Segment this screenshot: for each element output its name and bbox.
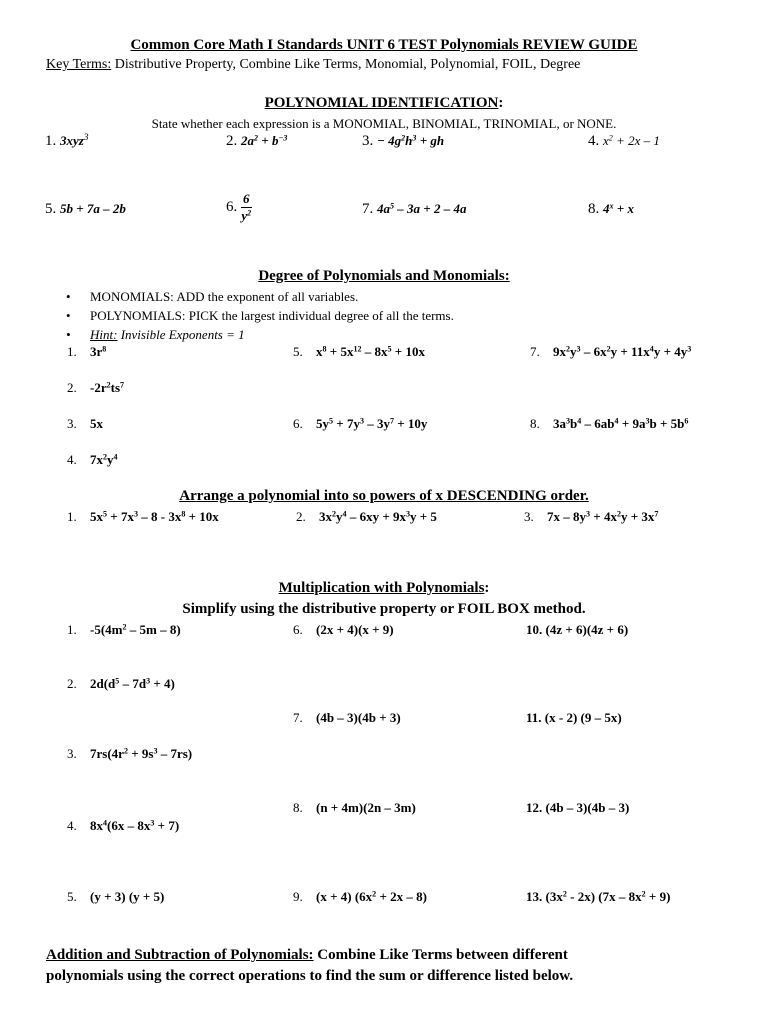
degree-item-2 <box>67 380 124 396</box>
multiplication-heading <box>0 580 768 597</box>
term: + gh <box>416 133 445 148</box>
mult-item-9 <box>293 889 427 905</box>
item-expression: $3r^8$ <box>90 344 107 359</box>
degree-heading: Degree of Polynomials and Monomials: <box>258 268 510 284</box>
item-number: 1. <box>67 509 77 524</box>
mult-item-12: 12. (4b – 3)(4b – 3) <box>526 800 630 815</box>
ident-item-7 <box>362 201 466 218</box>
term: + b <box>258 133 279 148</box>
term: 4a <box>377 201 390 216</box>
mult-item-10: 10. (4z + 6)(4z + 6) <box>526 622 629 637</box>
item-number: 4. <box>588 133 600 149</box>
item-number: 4. <box>67 818 77 833</box>
identification-heading-colon: : <box>498 95 504 111</box>
item-expression: $-2r^2ts^7$ <box>90 380 125 395</box>
mult-item-1 <box>67 622 181 638</box>
item-number: 5. <box>293 344 303 359</box>
arrange-item-3 <box>524 509 658 525</box>
item-number: 7. <box>293 710 303 725</box>
addition-line-2: polynomials using the correct operations to find the sum or difference listed below. <box>46 968 574 984</box>
item-number: 7. <box>362 201 374 217</box>
degree-item-3 <box>67 416 103 432</box>
degree-item-8 <box>530 416 688 432</box>
item-number: 6. <box>293 622 303 637</box>
addition-line-1 <box>46 947 568 964</box>
key-terms-line <box>46 57 580 73</box>
item-expression: (n + 4m)(2n – 3m) <box>316 800 416 815</box>
addition-text-1: Combine Like Terms between different <box>313 947 568 963</box>
exponent: 2 <box>254 133 259 143</box>
mult-item-2 <box>67 676 175 692</box>
arrange-item-2 <box>296 509 437 525</box>
term: – 3a + 2 – 4a <box>394 201 467 216</box>
multiplication-subheading: Simplify using the distributive property or FOIL BOX method. <box>182 601 586 617</box>
item-number: 8. <box>530 416 540 431</box>
item-number: 8. <box>293 800 303 815</box>
item-expression: (2x + 4)(x + 9) <box>316 622 394 637</box>
item-expression: 5b + 7a – 2b <box>60 201 126 216</box>
term: − 4g <box>377 133 402 148</box>
mult-item-5 <box>67 889 164 905</box>
item-number: 4. <box>67 452 77 467</box>
item-expression: $7rs(4r^2 + 9s^3 - 7rs)$ <box>90 746 193 761</box>
item-expression: $x^8 + 5x^{12} - 8x^5 + 10x$ <box>316 344 425 359</box>
item-number: 6. <box>226 198 238 215</box>
degree-item-5 <box>293 344 425 360</box>
ident-item-8 <box>588 201 634 218</box>
term: 4 <box>603 201 610 216</box>
ident-item-4 <box>588 133 660 150</box>
key-terms-list: Distributive Property, Combine Like Terms, Monomial, Polynomial, FOIL, Degree <box>114 57 581 72</box>
mult-item-13: 13. $(3x^2 - 2x)$ $(7x - 8x^2 + 9)$ <box>526 889 671 904</box>
item-expression: 5x <box>90 416 103 431</box>
term: 2a <box>241 133 254 148</box>
item-number: 8. <box>588 201 600 217</box>
item-expression: $5y^5 + 7y^3 - 3y^7 + 10y$ <box>316 416 428 431</box>
item-number: 2. <box>296 509 306 524</box>
item-expression: $7x^2y^4$ <box>90 452 118 467</box>
item-number: 3. <box>362 133 374 149</box>
item-number: 1. <box>67 622 77 637</box>
identification-heading <box>0 95 768 112</box>
item-number: 3. <box>67 746 77 761</box>
key-terms-label: Key Terms: <box>46 57 112 72</box>
exponent: 2 <box>247 208 252 218</box>
arrange-heading: Arrange a polynomial into so powers of x DESCENDING order. <box>179 488 589 504</box>
item-expression: $7x - 8y^3 + 4x^2y + 3x^7$ <box>547 509 659 524</box>
degree-bullet-polynomials: • POLYNOMIALS: PICK the largest individual degree of all the terms. <box>90 308 454 324</box>
identification-instruction: State whether each expression is a MONOMIAL, BINOMIAL, TRINOMIAL, or NONE. <box>151 116 617 131</box>
item-number: 1. <box>45 133 57 149</box>
exponent: x <box>609 201 614 211</box>
addition-heading: Addition and Subtraction of Polynomials: <box>46 947 314 963</box>
identification-heading-text: POLYNOMIAL IDENTIFICATION <box>264 95 499 111</box>
ident-item-6 <box>226 191 252 224</box>
item-number: 1. <box>67 344 77 359</box>
exponent: 2 <box>608 133 613 143</box>
ident-item-5 <box>45 201 126 218</box>
item-expression: $2d(d^5 - 7d^3 + 4)$ <box>90 676 175 691</box>
item-number: 2. <box>67 676 77 691</box>
exponent: 3 <box>412 133 417 143</box>
degree-bullet-monomials: • MONOMIALS: ADD the exponent of all variables. <box>90 289 358 305</box>
item-expression: $9x^2y^3 - 6x^2y + 11x^4y + 4y^3$ <box>553 344 692 359</box>
mult-item-8 <box>293 800 416 816</box>
multiplication-heading-text: Multiplication with Polynomials <box>278 580 485 596</box>
hint-text: Invisible Exponents = 1 <box>117 327 245 342</box>
arrange-item-1 <box>67 509 219 525</box>
mult-item-11: 11. (x - 2) (9 – 5x) <box>526 710 622 725</box>
item-number: 5. <box>67 889 77 904</box>
item-expression: (y + 3) (y + 5) <box>90 889 165 904</box>
degree-bullet-hint <box>90 327 245 343</box>
item-expression: $3a^3b^4 - 6ab^4 + 9a^3b + 5b^6$ <box>553 416 689 431</box>
item-expression: (x + 4) $(6x^2 + 2x - 8)$ <box>316 889 427 904</box>
item-number: 2. <box>226 133 238 149</box>
mult-item-6 <box>293 622 394 638</box>
item-expression: $3x^2y^4 - 6xy + 9x^3y + 5$ <box>319 509 437 524</box>
degree-item-4 <box>67 452 118 468</box>
fraction <box>241 191 252 224</box>
term: h <box>405 133 413 148</box>
mult-item-7 <box>293 710 401 726</box>
mult-item-4 <box>67 818 179 834</box>
mult-item-3 <box>67 746 192 762</box>
exponent: −3 <box>278 133 288 143</box>
item-number: 6. <box>293 416 303 431</box>
hint-label: Hint: <box>90 327 118 342</box>
item-number: 5. <box>45 201 57 217</box>
term: + x <box>613 201 634 216</box>
term: x <box>603 133 609 148</box>
exponent: 2 <box>401 133 406 143</box>
item-number: 7. <box>530 344 540 359</box>
ident-item-3 <box>362 133 444 150</box>
fraction-denominator: y <box>241 208 248 223</box>
item-expression: $-5(4m^2 - 5m - 8)$ <box>90 622 181 637</box>
fraction-numerator: 6 <box>243 191 250 206</box>
item-expression: (4b – 3)(4b + 3) <box>316 710 401 725</box>
ident-item-2 <box>226 133 287 150</box>
item-exponent: 3 <box>83 132 89 143</box>
item-number: 2. <box>67 380 77 395</box>
multiplication-heading-colon: : <box>484 580 490 596</box>
exponent: 5 <box>390 201 395 211</box>
term: + 2x – 1 <box>612 133 660 148</box>
page-title: Common Core Math I Standards UNIT 6 TEST Polynomials REVIEW GUIDE <box>130 37 638 53</box>
ident-item-1 <box>45 133 89 150</box>
degree-item-7 <box>530 344 691 360</box>
item-expression: 3xyz <box>60 133 84 148</box>
item-number: 3. <box>524 509 534 524</box>
item-expression: $8x^4(6x - 8x^3 + 7)$ <box>90 818 180 833</box>
degree-item-1 <box>67 344 106 360</box>
item-number: 3. <box>67 416 77 431</box>
item-expression: $5x^5 + 7x^3 - 8 - 3x^8 + 10x$ <box>90 509 219 524</box>
item-number: 9. <box>293 889 303 904</box>
degree-item-6 <box>293 416 427 432</box>
